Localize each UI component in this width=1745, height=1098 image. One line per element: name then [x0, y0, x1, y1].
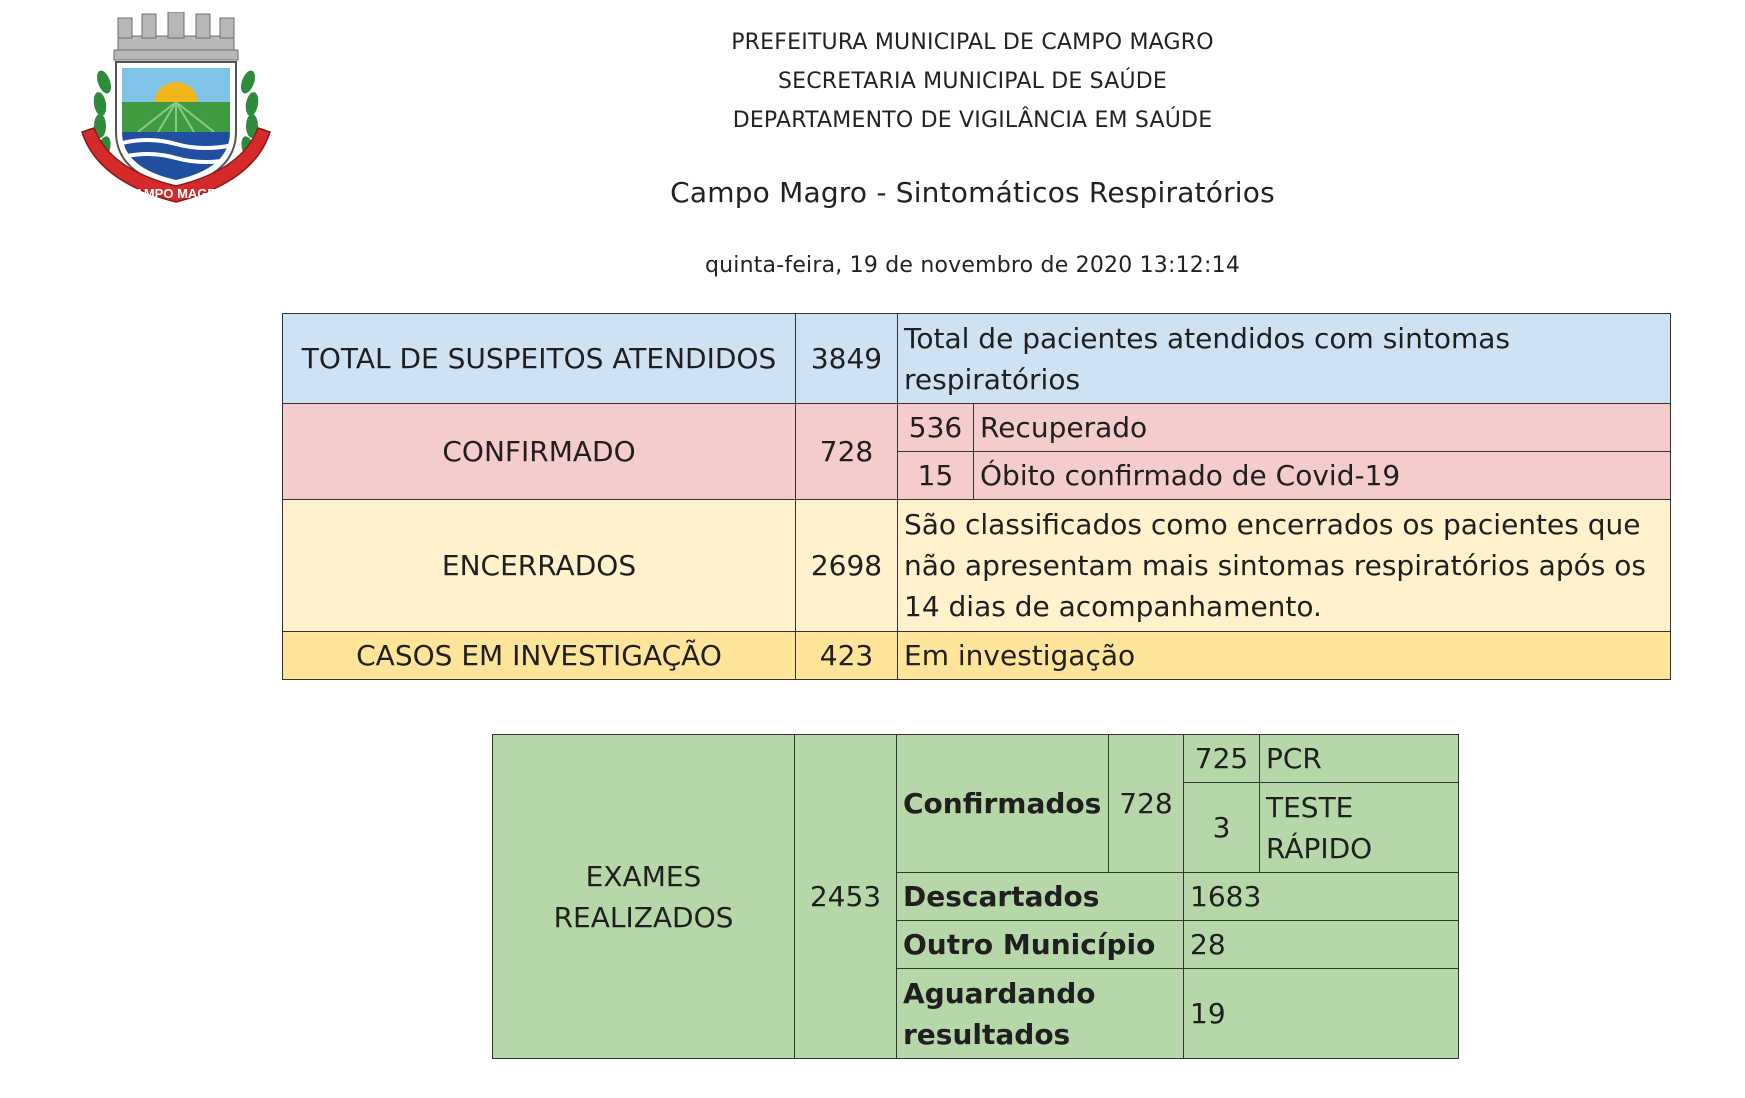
row-pcr: [493, 735, 1459, 783]
summary-table: [282, 313, 1671, 680]
teste-rapido-label: TESTE RÁPIDO: [1260, 783, 1459, 873]
exams-label: EXAMES REALIZADOS: [493, 735, 795, 1059]
aguardando-value: 19: [1184, 969, 1459, 1059]
confirmado-label: CONFIRMADO: [283, 404, 796, 500]
descartados-label: Descartados: [897, 873, 1184, 921]
teste-rapido-value: 3: [1184, 783, 1260, 873]
obito-value: 15: [898, 452, 974, 500]
confirmados-label: Confirmados: [897, 735, 1109, 873]
row-encerrados: [283, 500, 1671, 632]
header-secretaria: SECRETARIA MUNICIPAL DE SAÚDE: [777, 69, 1168, 94]
report-datetime: quinta-feira, 19 de novembro de 2020 13:12:14: [704, 253, 1241, 278]
row-confirmado-recuperado: [283, 404, 1671, 452]
obito-label: Óbito confirmado de Covid-19: [974, 452, 1671, 500]
descartados-value: 1683: [1184, 873, 1459, 921]
pcr-label: PCR: [1260, 735, 1459, 783]
outro-municipio-value: 28: [1184, 921, 1459, 969]
investigacao-description: Em investigação: [898, 632, 1671, 680]
recuperado-value: 536: [898, 404, 974, 452]
investigacao-value: 423: [796, 632, 898, 680]
suspeitos-description: Total de pacientes atendidos com sintomas respiratórios: [898, 314, 1671, 404]
encerrados-label: ENCERRADOS: [283, 500, 796, 632]
pcr-value: 725: [1184, 735, 1260, 783]
header-departamento: DEPARTAMENTO DE VIGILÂNCIA EM SAÚDE: [732, 108, 1213, 133]
page-title: Campo Magro - Sintomáticos Respiratórios: [670, 176, 1275, 209]
confirmado-value: 728: [796, 404, 898, 500]
suspeitos-label: TOTAL DE SUSPEITOS ATENDIDOS: [283, 314, 796, 404]
logo-ribbon-text: CAMPO MAGRO: [125, 186, 227, 201]
exams-table: [492, 734, 1459, 1059]
exams-total: 2453: [795, 735, 897, 1059]
header-prefeitura: PREFEITURA MUNICIPAL DE CAMPO MAGRO: [731, 30, 1214, 55]
confirmados-value: 728: [1109, 735, 1184, 873]
row-investigacao: [283, 632, 1671, 680]
recuperado-label: Recuperado: [974, 404, 1671, 452]
outro-municipio-label: Outro Município: [897, 921, 1184, 969]
aguardando-label: Aguardando resultados: [897, 969, 1184, 1059]
investigacao-label: CASOS EM INVESTIGAÇÃO: [283, 632, 796, 680]
encerrados-value: 2698: [796, 500, 898, 632]
encerrados-description: São classificados como encerrados os pacientes que não apresentam mais sintomas respiratórios após os 14 dias de acompanhamento.: [898, 500, 1671, 632]
row-suspeitos: [283, 314, 1671, 404]
suspeitos-value: 3849: [796, 314, 898, 404]
